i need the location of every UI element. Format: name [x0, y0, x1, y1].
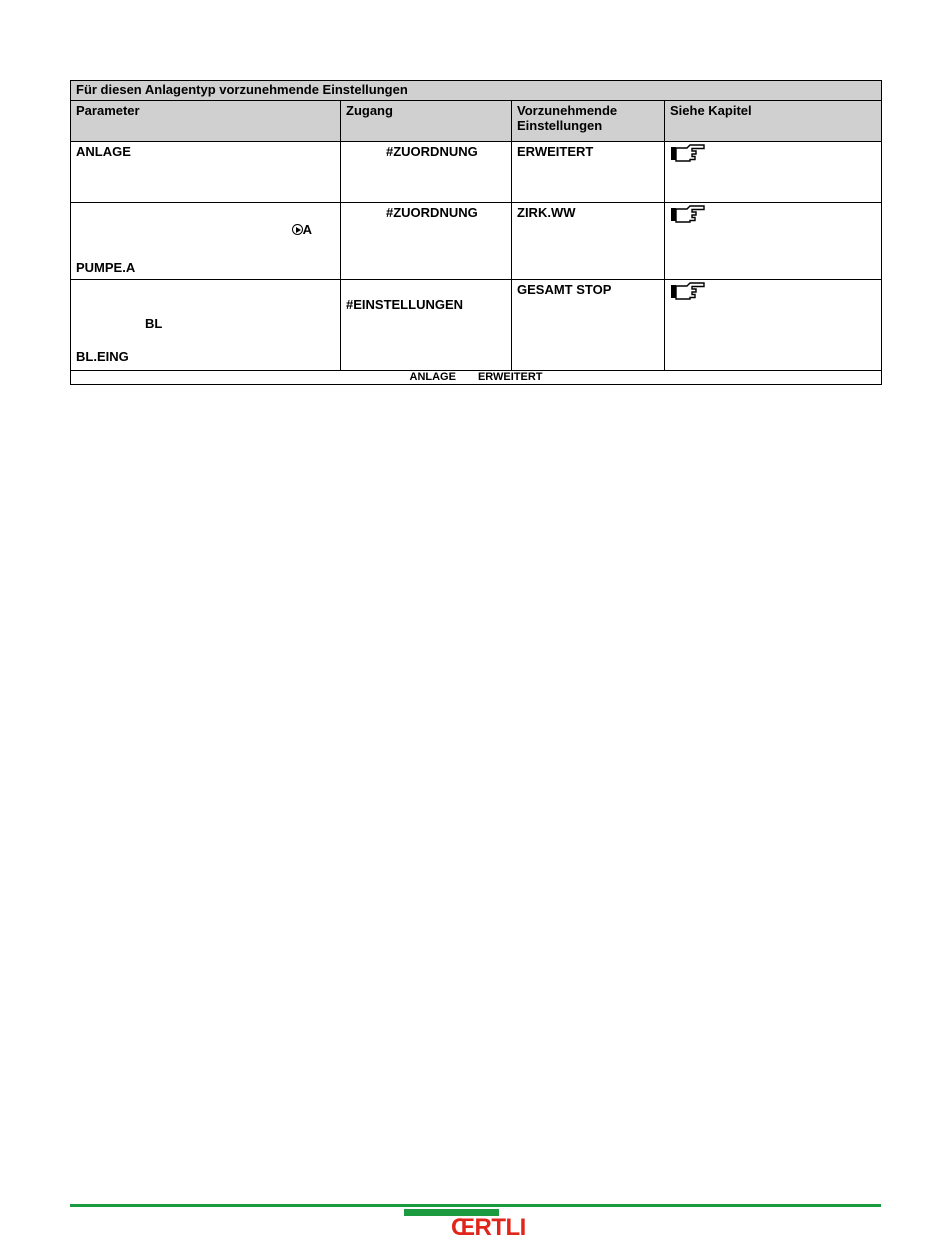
access-cell — [341, 280, 512, 371]
table-title-row — [71, 81, 882, 101]
access-value: #ZUORDNUNG — [386, 144, 478, 159]
header-parameter: Parameter — [71, 101, 341, 142]
table-row — [71, 280, 882, 371]
table-row — [71, 203, 882, 280]
table-footer — [71, 371, 882, 385]
setting-value: GESAMT STOP — [517, 282, 612, 297]
setting-cell — [512, 142, 665, 203]
brand-logo: ŒRTLI — [451, 1214, 526, 1241]
access-cell — [341, 203, 512, 280]
setting-value: ERWEITERT — [517, 144, 594, 159]
pump-a-label: A — [292, 222, 312, 237]
chapter-cell — [665, 203, 882, 280]
footer-erweitert: ERWEITERT — [477, 371, 543, 383]
setting-cell — [512, 203, 665, 280]
pointing-hand-icon — [670, 282, 706, 300]
access-cell — [341, 142, 512, 203]
chapter-cell — [665, 280, 882, 371]
footer-divider — [70, 1204, 881, 1207]
table-footer-row — [71, 371, 882, 385]
chapter-cell — [665, 142, 882, 203]
table-row — [71, 142, 882, 203]
access-value: #EINSTELLUNGEN — [346, 297, 464, 312]
parameter-value: PUMPE.A — [76, 260, 136, 275]
setting-value: ZIRK.WW — [517, 205, 576, 220]
table-header-row — [71, 101, 882, 142]
setting-cell — [512, 280, 665, 371]
parameter-cell — [71, 142, 341, 203]
parameter-cell — [71, 280, 341, 371]
pointing-hand-icon — [670, 205, 706, 223]
header-settings: Vorzunehmende Einstellungen — [512, 101, 665, 142]
parameter-cell — [71, 203, 341, 280]
parameter-value: BL.EING — [76, 349, 129, 364]
parameter-value: BL — [145, 316, 163, 331]
header-chapter: Siehe Kapitel — [665, 101, 882, 142]
table-title: Für diesen Anlagentyp vorzunehmende Einstellungen — [71, 81, 882, 101]
parameter-value: ANLAGE — [76, 144, 131, 159]
header-zugang: Zugang — [341, 101, 512, 142]
footer-anlage: ANLAGE — [409, 371, 456, 383]
access-value: #ZUORDNUNG — [386, 205, 478, 220]
pump-icon — [292, 224, 303, 235]
settings-table — [70, 80, 882, 385]
pointing-hand-icon — [670, 144, 706, 162]
